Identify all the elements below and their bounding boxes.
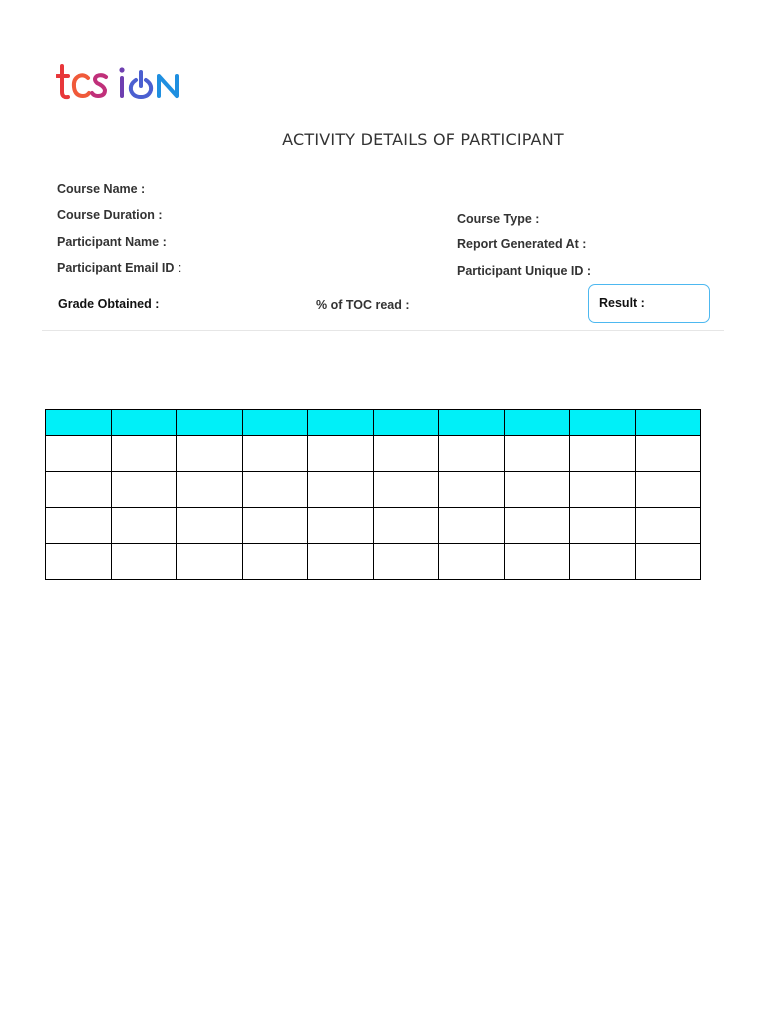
table-cell — [308, 472, 374, 508]
table-cell — [504, 436, 570, 472]
table-cell — [111, 508, 177, 544]
tcs-ion-logo — [56, 62, 186, 107]
table-cell — [46, 544, 112, 580]
activity-table — [45, 409, 701, 580]
table-cell — [242, 436, 308, 472]
table-cell — [504, 544, 570, 580]
table-cell — [308, 544, 374, 580]
participant-email-text: Participant Email ID — [57, 261, 175, 275]
table-cell — [177, 436, 243, 472]
table-cell — [242, 544, 308, 580]
table-cell — [111, 436, 177, 472]
grade-obtained-label: Grade Obtained : — [58, 297, 160, 311]
table-cell — [635, 544, 701, 580]
table-header-row — [46, 410, 701, 436]
table-header-cell — [570, 410, 636, 436]
course-type-label: Course Type : — [457, 212, 540, 226]
page-title: ACTIVITY DETAILS OF PARTICIPANT — [282, 130, 564, 149]
table-row — [46, 544, 701, 580]
table-header-cell — [373, 410, 439, 436]
table-cell — [439, 508, 505, 544]
table-row — [46, 508, 701, 544]
table-cell — [373, 544, 439, 580]
participant-unique-id-label: Participant Unique ID : — [457, 264, 592, 278]
table-cell — [177, 508, 243, 544]
table-cell — [242, 472, 308, 508]
section-divider — [42, 330, 724, 331]
table-header-cell — [504, 410, 570, 436]
table-cell — [570, 544, 636, 580]
toc-read-label: % of TOC read : — [316, 298, 410, 312]
participant-email-label — [57, 261, 181, 275]
table-cell — [635, 436, 701, 472]
table-cell — [373, 436, 439, 472]
course-name-label: Course Name : — [57, 182, 146, 196]
table-cell — [373, 508, 439, 544]
table-header-cell — [111, 410, 177, 436]
table-cell — [177, 472, 243, 508]
table-header-cell — [308, 410, 374, 436]
table-cell — [439, 436, 505, 472]
tcs-ion-logo-icon — [56, 62, 186, 102]
table-cell — [570, 436, 636, 472]
table-cell — [111, 544, 177, 580]
table-header-cell — [177, 410, 243, 436]
table-cell — [308, 436, 374, 472]
table-cell — [439, 544, 505, 580]
report-generated-label: Report Generated At : — [457, 237, 587, 251]
table-row — [46, 472, 701, 508]
table-cell — [570, 472, 636, 508]
table-cell — [46, 436, 112, 472]
table-header-cell — [46, 410, 112, 436]
table-cell — [46, 472, 112, 508]
table-cell — [46, 508, 112, 544]
table-header-cell — [635, 410, 701, 436]
table-cell — [635, 508, 701, 544]
table-cell — [308, 508, 374, 544]
table-cell — [504, 472, 570, 508]
table-cell — [570, 508, 636, 544]
table-header-cell — [242, 410, 308, 436]
table-row — [46, 436, 701, 472]
course-duration-label: Course Duration : — [57, 208, 163, 222]
table-cell — [373, 472, 439, 508]
table-cell — [242, 508, 308, 544]
participant-name-label: Participant Name : — [57, 235, 167, 249]
result-box — [588, 284, 710, 323]
table-cell — [177, 544, 243, 580]
table-cell — [439, 472, 505, 508]
table-cell — [111, 472, 177, 508]
table-header-cell — [439, 410, 505, 436]
result-label: Result : — [599, 296, 645, 310]
table-cell — [504, 508, 570, 544]
table-cell — [635, 472, 701, 508]
participant-email-colon: : — [174, 261, 182, 275]
